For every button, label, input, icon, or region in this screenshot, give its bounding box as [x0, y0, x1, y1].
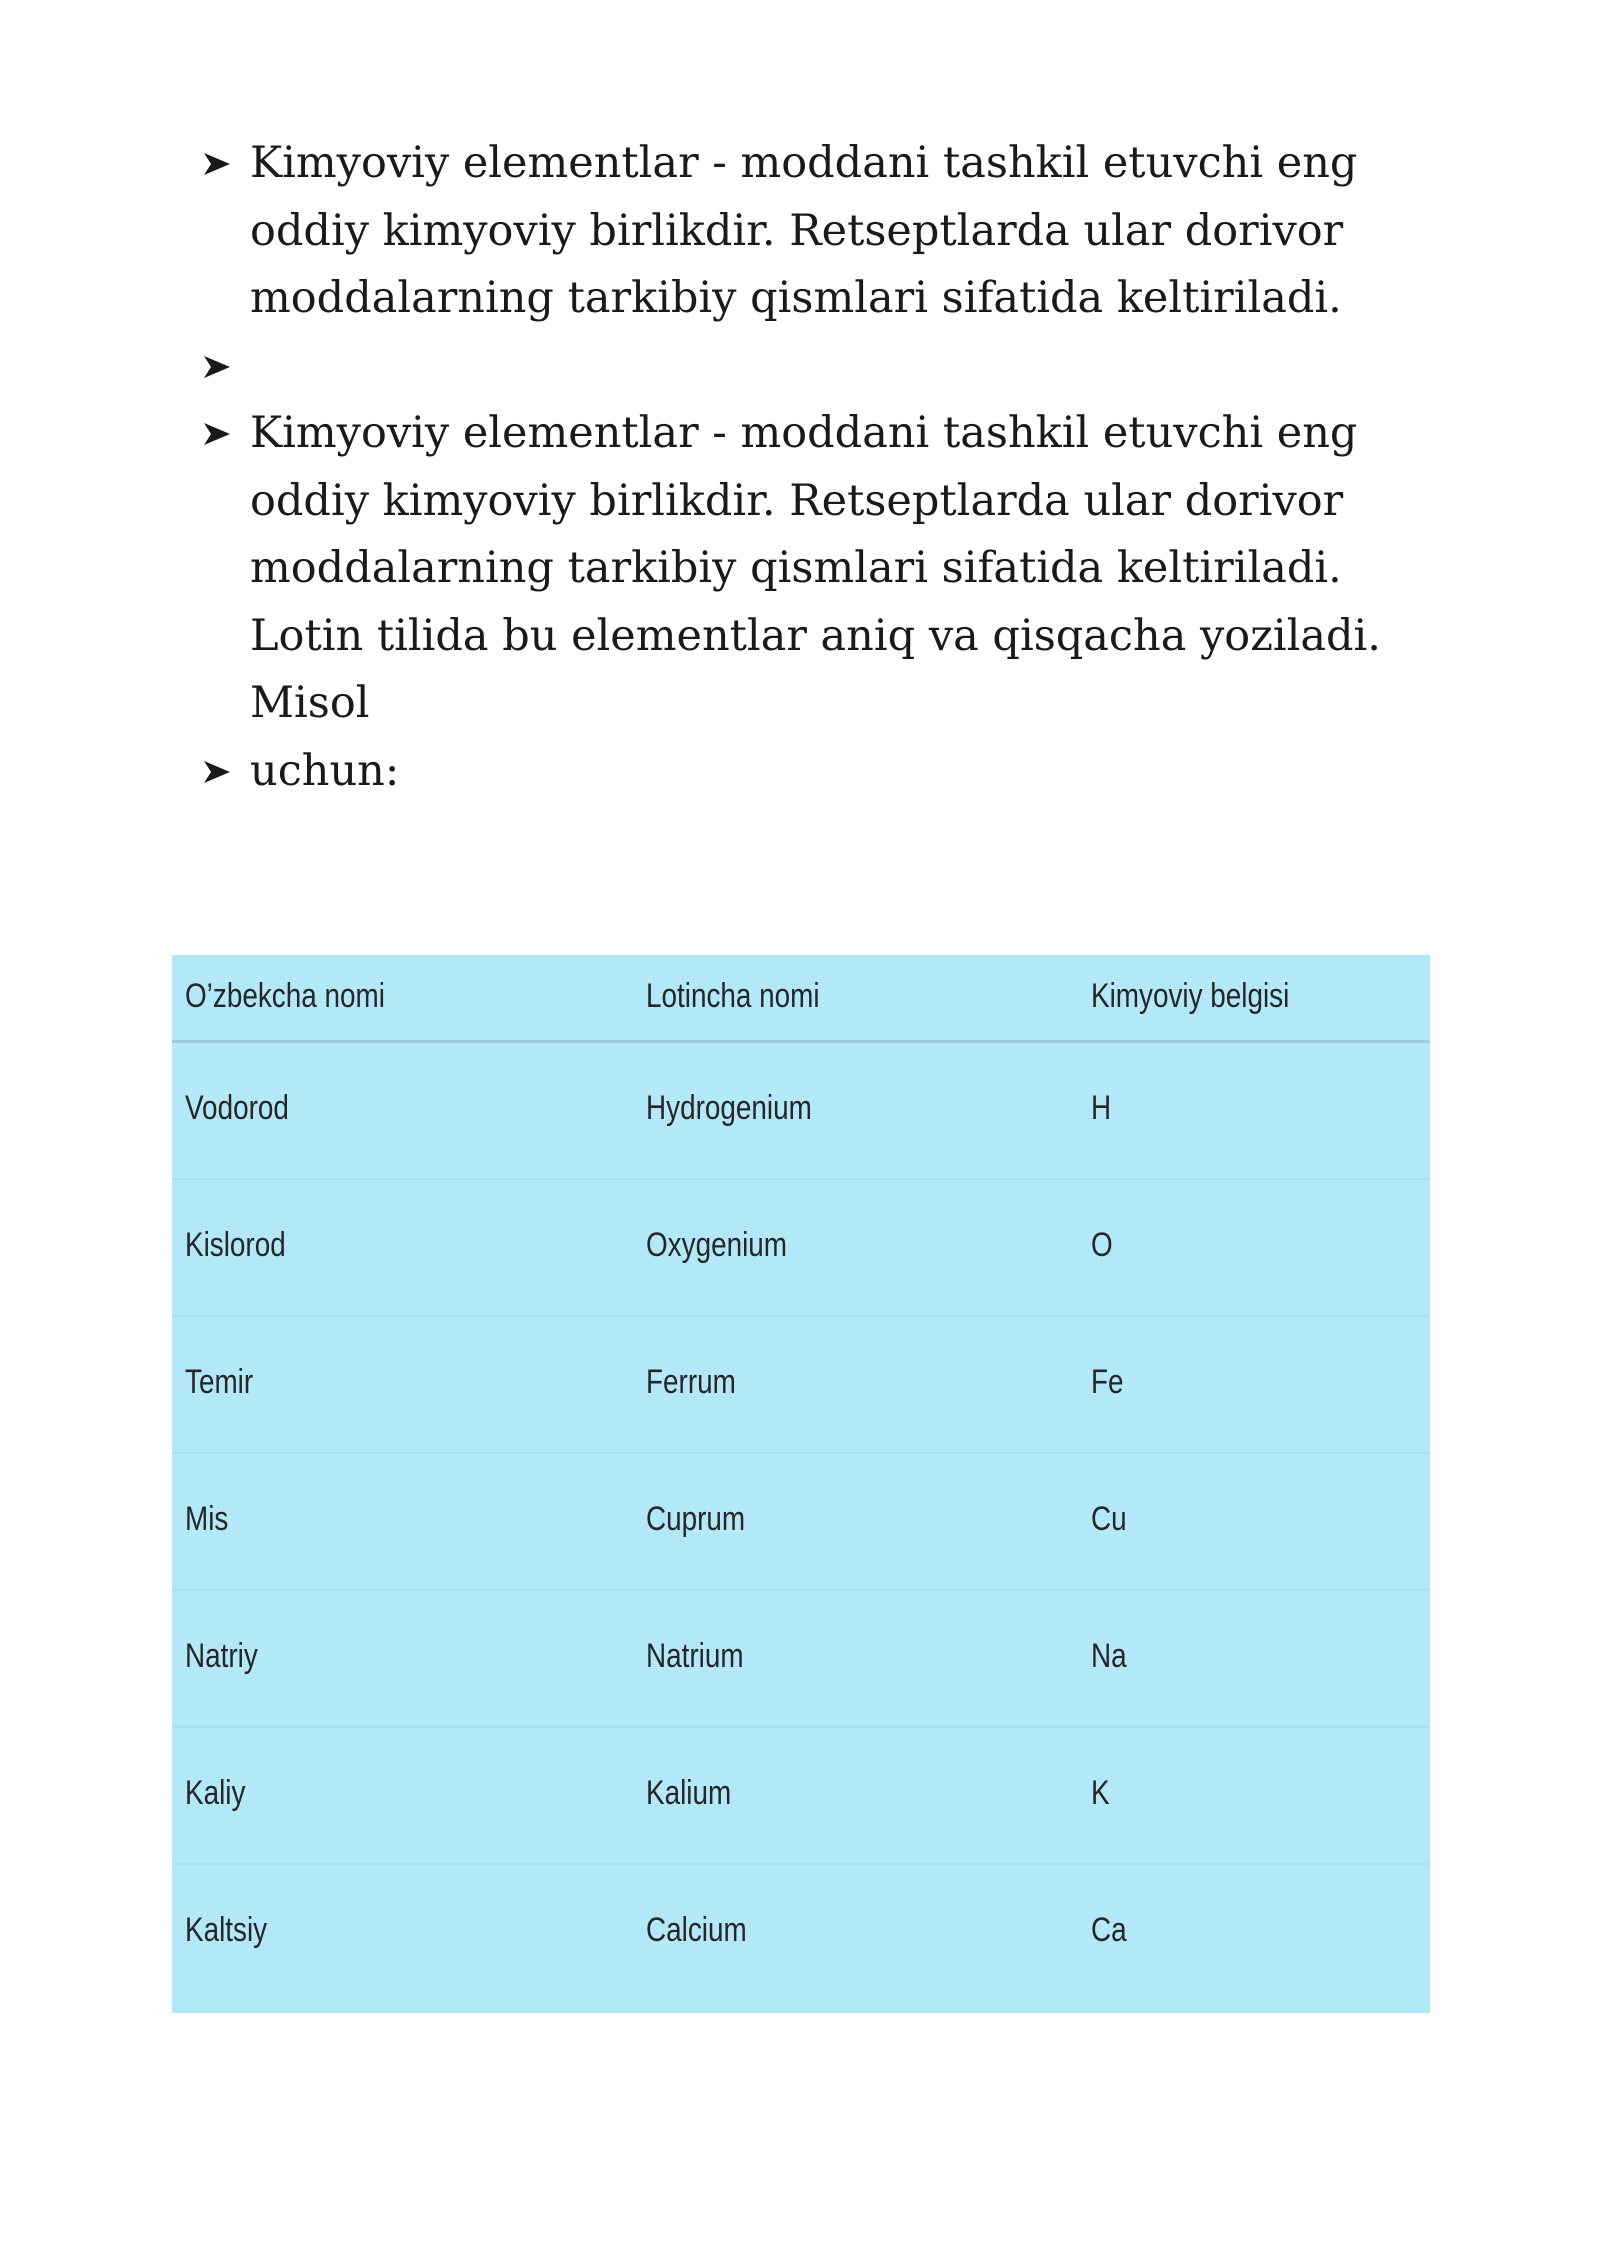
- cell-latin-name: Cuprum: [646, 1500, 746, 1538]
- cell-chemical-symbol: O: [1091, 1226, 1113, 1264]
- table-row: [172, 1180, 1430, 1317]
- cell-chemical-symbol: Na: [1091, 1637, 1127, 1675]
- cell-uzbek-name: Temir: [185, 1363, 254, 1401]
- cell-chemical-symbol: Ca: [1091, 1911, 1127, 1949]
- arrow-bullet-icon: [200, 738, 234, 806]
- cell-latin-name: Oxygenium: [646, 1226, 788, 1264]
- bullet-text: Kimyoviy elementlar - moddani tashkil etuvchi eng oddiy kimyoviy birlikdir. Retseptlarda ular dorivor moddalarning tarkibiy qismlari sifatida keltiriladi.: [250, 138, 1358, 323]
- header-latin-name: Lotincha nomi: [646, 977, 820, 1015]
- cell-uzbek-name: Mis: [185, 1500, 229, 1538]
- cell-latin-name: Natrium: [646, 1637, 744, 1675]
- bullet-text: Kimyoviy elementlar - moddani tashkil etuvchi eng oddiy kimyoviy birlikdir. Retseptlarda ular dorivor moddalarning tarkibiy qismlari sifatida keltiriladi. Lotin tilida bu elementlar aniq va qisqacha yoziladi. Misol: [250, 408, 1381, 728]
- table-row: [172, 1591, 1430, 1728]
- cell-chemical-symbol: K: [1091, 1774, 1110, 1812]
- bullet-item: [200, 400, 1440, 738]
- bullet-item: [200, 130, 1440, 333]
- header-uzbek-name: O’zbekcha nomi: [185, 977, 385, 1015]
- table-row: [172, 1317, 1430, 1454]
- arrow-bullet-icon: [200, 130, 234, 198]
- bullet-item: [200, 333, 1440, 401]
- bullet-item: [200, 738, 1440, 806]
- cell-latin-name: Calcium: [646, 1911, 747, 1949]
- arrow-bullet-icon: [200, 400, 234, 468]
- table-row: [172, 1043, 1430, 1180]
- cell-uzbek-name: Vodorod: [185, 1089, 289, 1127]
- table-row: [172, 1454, 1430, 1591]
- cell-chemical-symbol: H: [1091, 1089, 1112, 1127]
- cell-uzbek-name: Kislorod: [185, 1226, 286, 1264]
- cell-chemical-symbol: Cu: [1091, 1500, 1127, 1538]
- cell-uzbek-name: Kaliy: [185, 1774, 246, 1812]
- table-header: [172, 955, 1430, 1043]
- arrow-bullet-icon: [200, 333, 234, 401]
- cell-chemical-symbol: Fe: [1091, 1363, 1124, 1401]
- header-chemical-symbol: Kimyoviy belgisi: [1091, 977, 1290, 1015]
- cell-uzbek-name: Natriy: [185, 1637, 258, 1675]
- cell-latin-name: Kalium: [646, 1774, 732, 1812]
- elements-table: [172, 955, 1430, 2013]
- table-row: [172, 1728, 1430, 1865]
- cell-latin-name: Hydrogenium: [646, 1089, 812, 1127]
- bullet-text: uchun:: [250, 745, 400, 796]
- bullet-list: [200, 130, 1440, 805]
- table-row: [172, 1865, 1430, 2000]
- cell-latin-name: Ferrum: [646, 1363, 736, 1401]
- cell-uzbek-name: Kaltsiy: [185, 1911, 268, 1949]
